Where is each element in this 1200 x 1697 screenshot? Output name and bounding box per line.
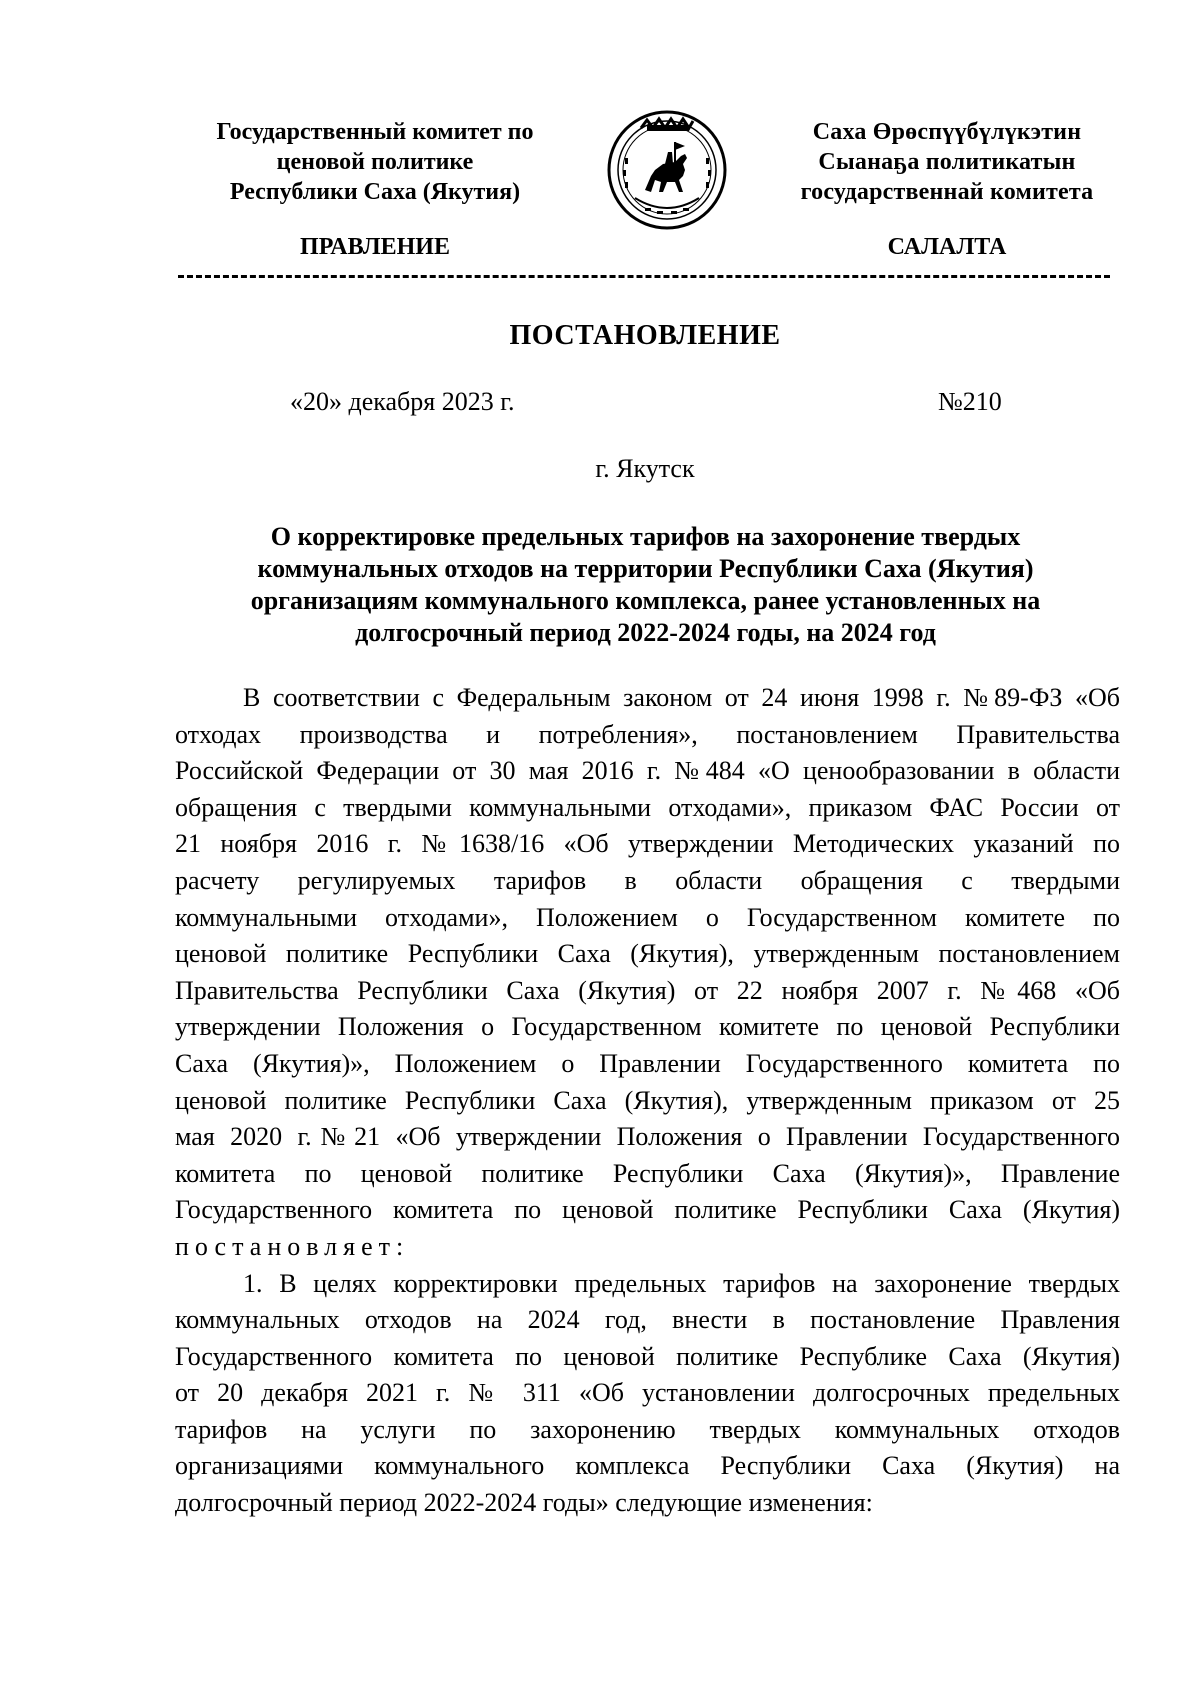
header-line: государственнай комитета (800, 179, 1094, 205)
body-line-decree-verb: постановляет: (175, 1231, 410, 1261)
body-line: от 20 декабря 2021 г. № 311 «Об установлении долгосрочных предельных (175, 1378, 1120, 1408)
header-line: Сыанаҕа политикатын (818, 149, 1076, 175)
document-type: ПОСТАНОВЛЕНИЕ (509, 320, 781, 351)
document-city: г. Якутск (595, 454, 695, 483)
body-line: Государственного комитета по ценовой политике Республики Саха (Якутия) (175, 1195, 1120, 1225)
document-title (178, 521, 1113, 649)
header-committee-name-sakha (757, 117, 1137, 207)
body-line: Государственного комитета по ценовой политике Республике Саха (Якутия) (175, 1341, 1120, 1371)
body-line: утверждении Положения о Государственном комитете по ценовой Республики (175, 1012, 1120, 1042)
title-line: организациям коммунального комплекса, ранее установленных на (250, 586, 1041, 615)
title-line: О корректировке предельных тарифов на захоронение твердых (270, 522, 1021, 551)
document-number: №210 (938, 387, 1002, 416)
body-line: ценовой политике Республики Саха (Якутия), утвержденным приказом от 25 (175, 1085, 1120, 1115)
header-line: Саха Өрөспүүбүлүкэтин (812, 119, 1082, 145)
header-committee-name-ru (180, 117, 570, 207)
header-board-sakha: САЛАЛТА (887, 234, 1007, 260)
body-line: мая 2020 г.№21 «Об утверждении Положения о Правлении Государственного (175, 1122, 1120, 1152)
body-line: расчету регулируемых тарифов в области обращения с твердыми (175, 865, 1120, 895)
body-line: 1. В целях корректировки предельных тарифов на захоронение твердых (243, 1268, 1120, 1298)
body-line: 21 ноября 2016 г. №1638/16 «Об утверждении Методических указаний по (175, 829, 1120, 859)
header-line: Республики Саха (Якутия) (229, 179, 521, 205)
body-line: Российской Федерации от 30 мая 2016 г. №484 «О ценообразовании в области (175, 756, 1120, 786)
body-line: комитета по ценовой политике Республики Саха (Якутия)», Правление (175, 1158, 1120, 1188)
header-line: ценовой политике (276, 149, 474, 175)
body-line: Саха (Якутия)», Положением о Правлении Государственного комитета по (175, 1048, 1120, 1078)
header-board-ru: ПРАВЛЕНИЕ (300, 234, 450, 260)
document-date: «20» декабря 2023 г. (290, 387, 515, 416)
header-divider (178, 275, 1110, 278)
republic-sakha-coat-of-arms-icon (605, 108, 729, 232)
body-line: ценовой политике Республики Саха (Якутия), утвержденным постановлением (175, 939, 1120, 969)
body-line: организациями коммунального комплекса Республики Саха (Якутия) на (175, 1451, 1120, 1481)
document-body (175, 680, 1120, 1522)
body-line: обращения с твердыми коммунальными отходами», приказом ФАС России от (175, 792, 1120, 822)
body-line: коммунальными отходами», Положением о Государственном комитете по (175, 902, 1120, 932)
header-line: Государственный комитет по (216, 119, 534, 145)
body-line: В соответствии с Федеральным законом от 24 июня 1998 г. №89-ФЗ «Об (243, 683, 1120, 712)
body-line: отходах производства и потребления», постановлением Правительства (175, 719, 1120, 749)
body-line: коммунальных отходов на 2024 год, внести в постановление Правления (175, 1305, 1120, 1335)
body-line: тарифов на услуги по захоронению твердых коммунальных отходов (175, 1414, 1120, 1444)
title-line: коммунальных отходов на территории Республики Саха (Якутия) (257, 554, 1034, 583)
title-line: долгосрочный период 2022-2024 годы, на 2024 год (355, 618, 936, 647)
body-line: Правительства Республики Саха (Якутия) от 22 ноября 2007 г. №468 «Об (175, 975, 1120, 1005)
body-line: долгосрочный период 2022-2024 годы» следующие изменения: (175, 1488, 873, 1518)
